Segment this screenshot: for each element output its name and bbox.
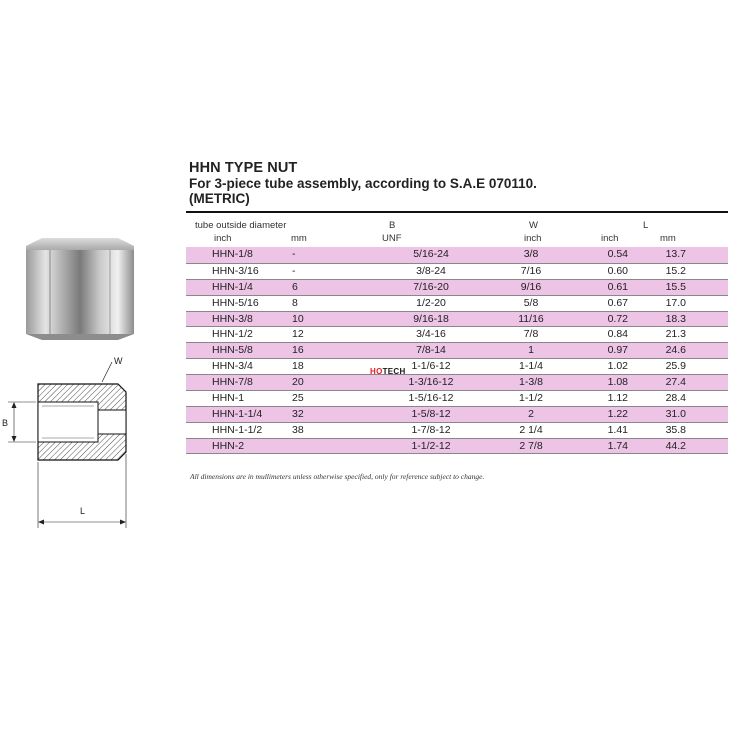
cell-l-inch: 1.08 [607,376,628,389]
cell-l-inch: 1.41 [607,423,628,436]
cell-mm: 38 [292,423,304,436]
cell-mm: - [292,248,296,260]
col-l: L [643,220,649,231]
cell-inch: HHN-1 [212,392,245,405]
cell-inch: HHN-3/4 [212,360,253,373]
subtitle: For 3-piece tube assembly, according to S.A.E 070110. [189,176,537,191]
cell-inch: HHN-3/8 [212,312,253,325]
cell-w: 1 [528,344,534,357]
col-unf: UNF [382,233,402,244]
cell-l-inch: 1.22 [607,407,628,420]
cell-inch: HHN-1/4 [212,280,253,293]
cell-l-mm: 25.9 [665,360,686,373]
cell-mm: - [292,264,296,277]
col-mm: mm [291,233,307,244]
cell-mm: 6 [292,280,298,293]
cell-l-mm: 15.5 [665,280,686,293]
header-rule [186,211,728,213]
cell-b: 1/2-20 [416,296,446,309]
col-l-inch: inch [601,233,619,244]
cell-mm: 20 [292,376,304,389]
cell-l-inch: 0.54 [607,248,628,260]
col-w-inch: inch [524,233,542,244]
cell-l-inch: 0.67 [607,296,628,309]
cell-b: 3/8-24 [416,264,446,277]
table-row [186,342,728,358]
cell-inch: HHN-1/2 [212,328,253,341]
cell-mm: 16 [292,344,304,357]
label-w: W [114,356,123,366]
table-row [186,406,728,422]
cell-b: 1-3/16-12 [408,376,454,389]
table-row [186,390,728,406]
cell-w: 1-1/2 [519,392,543,405]
cell-l-inch: 1.12 [607,392,628,405]
cell-b: 3/4-16 [416,328,446,341]
col-b: B [389,220,396,231]
cell-l-inch: 0.84 [607,328,628,341]
cell-l-mm: 31.0 [665,407,686,420]
footnote: All dimensions are in mullimeters unless otherwise specified, only for reference subject to change. [190,472,485,481]
cell-b: 1-1/6-12 [411,360,451,373]
cell-l-mm: 44.2 [665,439,686,452]
cell-b: 7/8-14 [416,344,446,357]
col-inch: inch [214,233,232,244]
cell-w: 1-1/4 [519,360,543,373]
cell-l-mm: 21.3 [665,328,686,341]
cell-l-mm: 13.7 [665,248,686,260]
cell-w: 11/16 [518,312,544,325]
table-row [186,247,728,263]
label-b: B [2,418,9,428]
cell-w: 7/16 [520,264,542,277]
table-row [186,422,728,438]
cell-w: 5/8 [523,296,539,309]
col-w: W [529,220,538,231]
cell-mm: 18 [292,360,304,373]
cell-b: 1-7/8-12 [411,423,451,436]
cell-w: 2 7/8 [519,439,543,452]
table-row [186,358,728,374]
cell-b: 9/16-18 [413,312,449,325]
cell-inch: HHN-5/16 [212,296,259,309]
col-tube-od: tube outside diameter [195,220,287,231]
cross-section-drawing [2,348,152,538]
cell-w: 2 1/4 [519,423,543,436]
cell-w: 2 [528,407,534,420]
cell-w: 9/16 [520,280,542,293]
cell-inch: HHN-1/8 [212,248,253,260]
cell-mm: 25 [292,392,304,405]
cell-b: 1-5/16-12 [408,392,454,405]
cell-w: 1-3/8 [519,376,543,389]
table-row [186,295,728,311]
table-row [186,279,728,295]
hex-nut-photo [20,234,140,344]
cell-w: 7/8 [523,328,539,341]
cell-mm: 10 [292,312,304,325]
subtitle-metric: (METRIC) [189,191,250,206]
cell-mm: 8 [292,296,298,309]
cell-l-inch: 1.02 [607,360,628,373]
cell-inch: HHN-7/8 [212,376,253,389]
cell-mm: 32 [292,407,304,420]
cell-mm: 12 [292,328,304,341]
label-l: L [80,506,86,516]
table-header [189,160,729,206]
cell-l-inch: 0.60 [607,264,628,277]
page-title: HHN TYPE NUT [189,160,298,176]
cell-l-mm: 17.0 [665,296,686,309]
cell-inch: HHN-2 [212,439,245,452]
cell-inch: HHN-5/8 [212,344,253,357]
cell-l-inch: 1.74 [607,439,628,452]
watermark-logo: HOTECH [370,367,406,376]
cell-w: 3/8 [523,248,539,260]
cell-b: 1-1/2-12 [411,439,451,452]
cell-l-mm: 35.8 [665,423,686,436]
cell-b: 7/16-20 [413,280,449,293]
cell-l-inch: 0.97 [607,344,628,357]
table-row [186,374,728,390]
cell-b: 1-5/8-12 [411,407,451,420]
dimension-table [186,247,728,454]
cell-inch: HHN-1-1/2 [212,423,263,436]
cell-l-mm: 15.2 [665,264,686,277]
cell-b: 5/16-24 [413,248,449,260]
table-row [186,326,728,342]
cell-l-inch: 0.72 [607,312,628,325]
table-row [186,311,728,327]
cell-l-mm: 24.6 [665,344,686,357]
cell-l-mm: 18.3 [665,312,686,325]
cell-inch: HHN-3/16 [212,264,259,277]
cell-l-mm: 27.4 [665,376,686,389]
table-row [186,438,728,454]
cell-l-inch: 0.61 [607,280,628,293]
cell-inch: HHN-1-1/4 [212,407,263,420]
table-row [186,263,728,279]
col-l-mm: mm [660,233,676,244]
cell-l-mm: 28.4 [665,392,686,405]
